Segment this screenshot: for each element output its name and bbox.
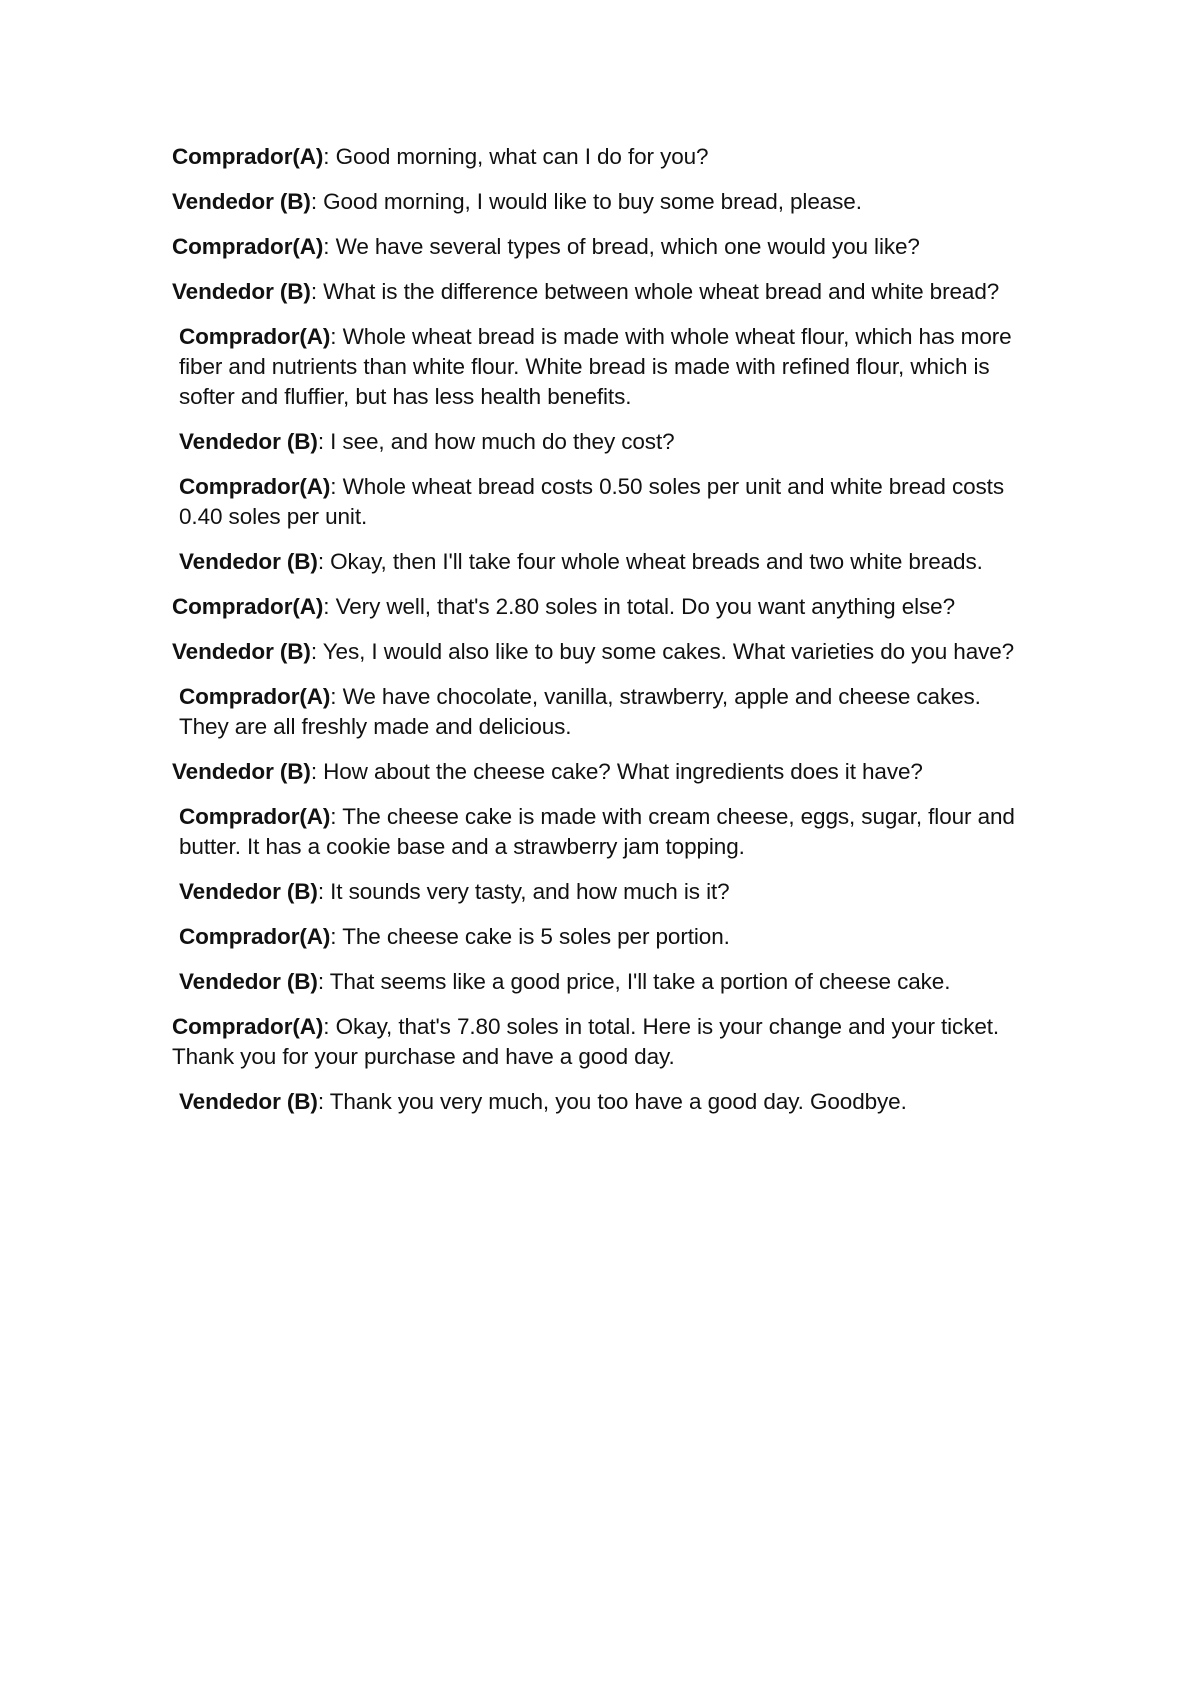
dialogue-text: : We have chocolate, vanilla, strawberry, apple and cheese cakes. They are all freshly made and delicious. [179, 684, 981, 739]
dialogue-text: : Thank you very much, you too have a good day. Goodbye. [317, 1089, 907, 1114]
dialogue-line [172, 592, 1032, 622]
dialogue-line [172, 142, 1032, 172]
dialogue-line [172, 922, 1032, 952]
dialogue-text: : The cheese cake is made with cream cheese, eggs, sugar, flour and butter. It has a cookie base and a strawberry jam topping. [179, 804, 1015, 859]
dialogue-text: : Okay, then I'll take four whole wheat breads and two white breads. [317, 549, 983, 574]
dialogue-text: : That seems like a good price, I'll take a portion of cheese cake. [317, 969, 951, 994]
speaker-label: Vendedor (B) [179, 879, 318, 904]
dialogue-text: : How about the cheese cake? What ingredients does it have? [310, 759, 923, 784]
dialogue-line [172, 547, 1032, 577]
dialogue-line [172, 1087, 1032, 1117]
speaker-label: Vendedor (B) [172, 189, 311, 214]
dialogue-text: : Good morning, what can I do for you? [323, 144, 709, 169]
speaker-label: Comprador(A) [179, 324, 331, 349]
dialogue-text: : The cheese cake is 5 soles per portion. [330, 924, 730, 949]
dialogue-text: : It sounds very tasty, and how much is it? [317, 879, 730, 904]
speaker-label: Comprador(A) [172, 1014, 324, 1039]
speaker-label: Vendedor (B) [172, 759, 311, 784]
dialogue-text: : Whole wheat bread costs 0.50 soles per unit and white bread costs 0.40 soles per unit. [179, 474, 1004, 529]
speaker-label: Comprador(A) [179, 924, 331, 949]
speaker-label: Comprador(A) [179, 684, 331, 709]
speaker-label: Comprador(A) [172, 144, 324, 169]
speaker-label: Vendedor (B) [179, 549, 318, 574]
dialogue-text: : We have several types of bread, which one would you like? [323, 234, 920, 259]
dialogue-line [172, 637, 1032, 667]
speaker-label: Vendedor (B) [179, 429, 318, 454]
dialogue-line [172, 682, 1032, 742]
speaker-label: Vendedor (B) [179, 969, 318, 994]
dialogue-line [172, 277, 1032, 307]
dialogue-text: : Very well, that's 2.80 soles in total. Do you want anything else? [323, 594, 956, 619]
speaker-label: Comprador(A) [172, 594, 324, 619]
dialogue-line [172, 1012, 1032, 1072]
dialogue-text: : Whole wheat bread is made with whole wheat flour, which has more fiber and nutrients than white flour. White bread is made with refined flour, which is softer and fluffier, but has less health benefits. [179, 324, 1012, 409]
document-page [172, 142, 1032, 1132]
dialogue-line [172, 757, 1032, 787]
speaker-label: Comprador(A) [172, 234, 324, 259]
dialogue-line [172, 967, 1032, 997]
dialogue-line [172, 802, 1032, 862]
speaker-label: Vendedor (B) [172, 279, 311, 304]
dialogue-line [172, 472, 1032, 532]
dialogue-line [172, 187, 1032, 217]
dialogue-line [172, 322, 1032, 412]
speaker-label: Vendedor (B) [172, 639, 311, 664]
speaker-label: Comprador(A) [179, 474, 331, 499]
speaker-label: Vendedor (B) [179, 1089, 318, 1114]
dialogue-text: : Good morning, I would like to buy some bread, please. [310, 189, 862, 214]
dialogue-text: : Okay, that's 7.80 soles in total. Here is your change and your ticket. Thank you for your purchase and have a good day. [172, 1014, 1000, 1069]
speaker-label: Comprador(A) [179, 804, 331, 829]
dialogue-line [172, 232, 1032, 262]
dialogue-line [172, 427, 1032, 457]
dialogue-text: : What is the difference between whole wheat bread and white bread? [310, 279, 1000, 304]
dialogue-text: : Yes, I would also like to buy some cakes. What varieties do you have? [310, 639, 1015, 664]
dialogue-line [172, 877, 1032, 907]
dialogue-text: : I see, and how much do they cost? [317, 429, 675, 454]
